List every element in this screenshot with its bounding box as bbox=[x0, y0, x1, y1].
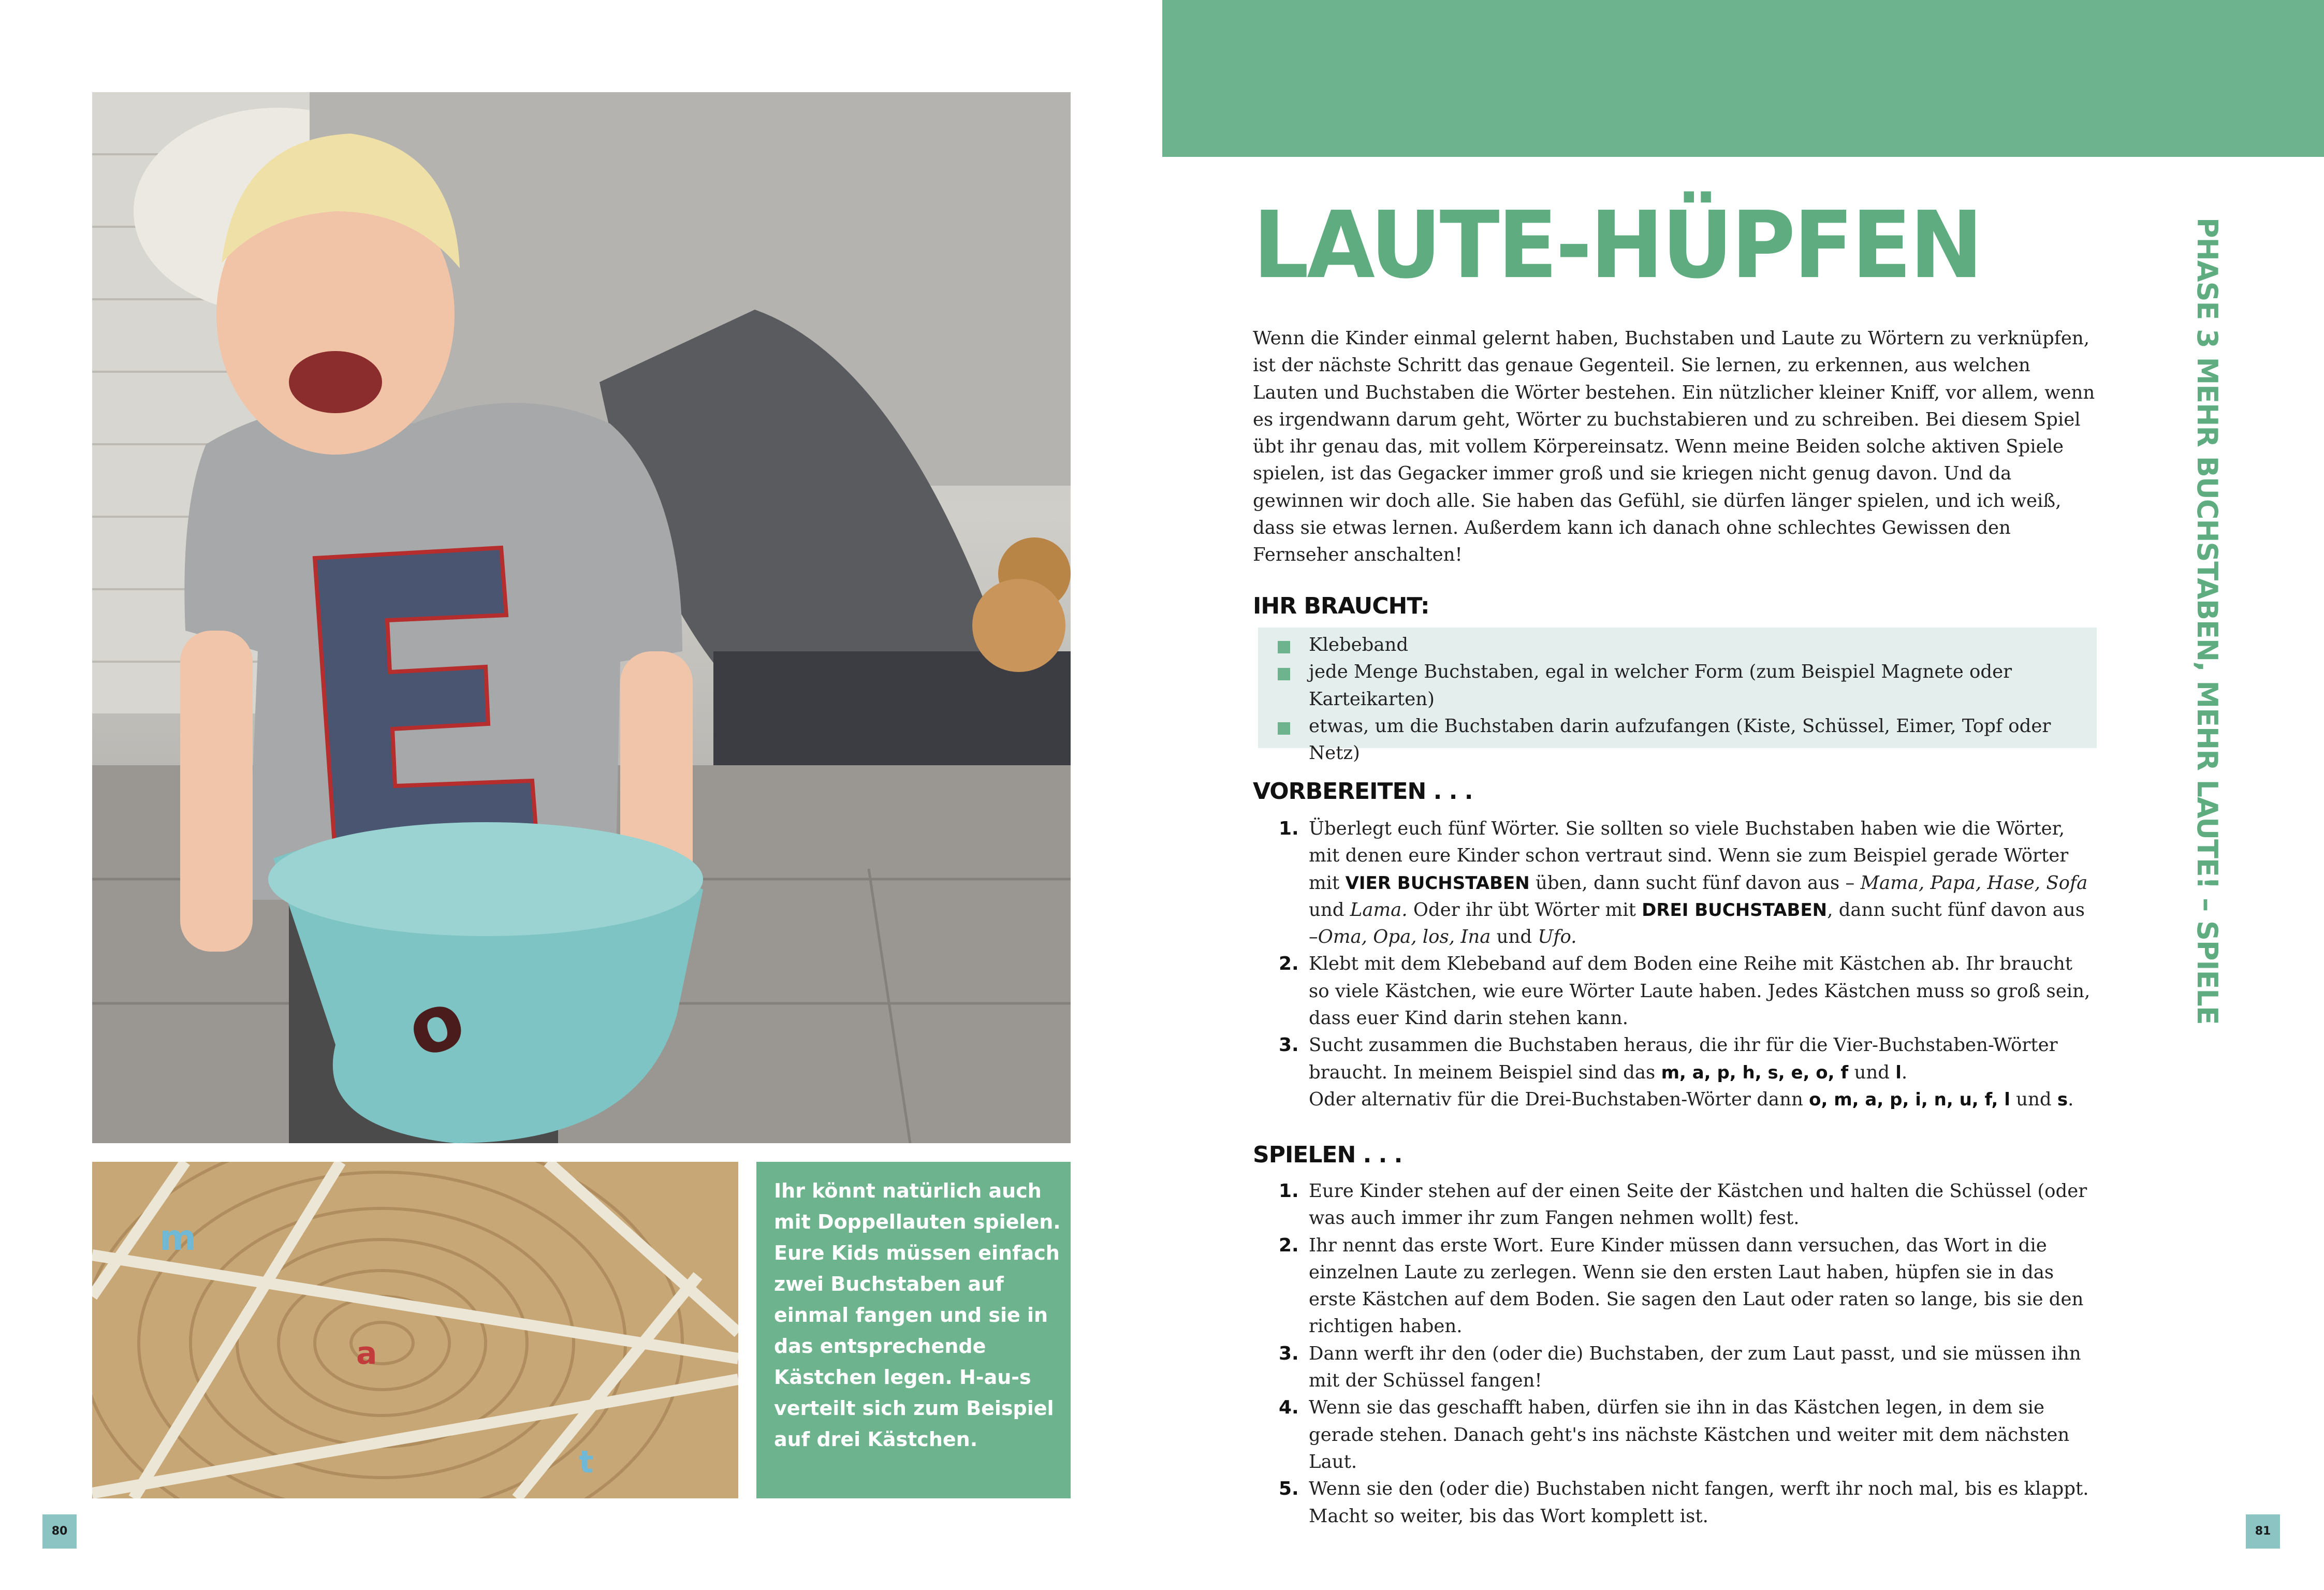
page-number-right: 81 bbox=[2246, 1514, 2280, 1549]
play-step: 2. Ihr nennt das erste Wort. Eure Kinder müssen dann versuchen, das Wort in die einzelnen Laute zu zerlegen. Wenn sie den ersten Laut haben, hüpfen sie in das erste Kästchen auf dem Boden. Sie sagen den Laut oder raten so lange, bis sie den richtigen haben. bbox=[1279, 1234, 2084, 1337]
play-step: 3. Dann werft ihr den (oder die) Buchstaben, der zum Laut passt, und sie müssen ihn mit der Schüssel fangen! bbox=[1279, 1343, 2081, 1392]
play-heading: SPIELEN . . . bbox=[1253, 1142, 1402, 1168]
floor-letter-a: a bbox=[356, 1335, 377, 1372]
intro-text: Wenn die Kinder einmal gelernt haben, Buchstaben und Laute zu Wörtern zu verknüpfen, ist der nächste Schritt das genaue Gegenteil. Sie lernen, zu erkennen, aus welchen Lauten und Buchstaben die Wörter bestehen. Ein nützlicher kleiner Kniff, vor allem, wenn es irgendwann darum geht, Wörter zu buchstabieren und zu schreiben. Bei diesem Spiel übt ihr genau das, mit vollem Körpereinsatz. Wenn meine Beiden solche aktiven Spiele spielen, ist das Gegacker immer groß und sie kriegen nicht genug davon. Und da gewinnen wir doch alle. Sie haben das Gefühl, sie dürfen länger spielen, und ich weiß, dass sie etwas lernen. Außerdem kann ich danach ohne schlechtes Gewissen den Fernseher anschalten! bbox=[1253, 328, 2095, 566]
photo-floor-grid bbox=[92, 1162, 738, 1498]
page-number-left: 80 bbox=[42, 1514, 77, 1549]
page-title: LAUTE-HÜPFEN bbox=[1253, 192, 1981, 300]
tip-text: Ihr könnt natürlich auch mit Doppellauten spielen. Eure Kids müssen einfach zwei Buchstaben auf einmal fangen und sie in das entsprechende Kästchen legen. H-au-s verteilt sich zum Beispiel auf drei Kästchen. bbox=[774, 1179, 1061, 1451]
bullet-square-icon bbox=[1278, 641, 1290, 653]
photo-boy-with-bowl bbox=[92, 92, 1071, 1143]
intro-paragraph bbox=[1253, 325, 2097, 569]
bullet-square-icon bbox=[1278, 668, 1290, 680]
header-band bbox=[1162, 0, 2324, 157]
prep-step: 3. Sucht zusammen die Buchstaben heraus, die ihr für die Vier-Buchstaben-Wörter braucht. In meinem Beispiel sind das m, a, p, h, s, e, o, f und l. Oder alternativ für die Drei-Buchstaben-Wörter dann o, m, a, p, i, n, u, f, l und s. bbox=[1279, 1034, 2074, 1110]
side-tab-text: PHASE 3 MEHR BUCHSTABEN, MEHR LAUTE! – SPIELE bbox=[2191, 217, 2224, 1025]
need-item: jede Menge Buchstaben, egal in welcher Form (zum Beispiel Magnete oder Karteikarten) bbox=[1278, 659, 2085, 713]
need-item: etwas, um die Buchstaben darin aufzufangen (Kiste, Schüssel, Eimer, Topf oder Netz) bbox=[1278, 713, 2085, 767]
need-item: Klebeband bbox=[1278, 632, 2085, 659]
play-steps bbox=[1253, 1178, 2097, 1530]
photo-boy-illustration bbox=[92, 92, 1071, 1143]
floor-letter-m: m bbox=[159, 1218, 196, 1259]
bullet-square-icon bbox=[1278, 722, 1290, 735]
prep-step: 2. Klebt mit dem Klebeband auf dem Boden eine Reihe mit Kästchen ab. Ihr braucht so viele Kästchen, wie eure Wörter Laute haben. Jedes Kästchen muss so groß sein, dass euer Kind darin stehen kann. bbox=[1279, 953, 2091, 1029]
photo-floor-illustration bbox=[92, 1162, 738, 1498]
need-heading: IHR BRAUCHT: bbox=[1253, 593, 1429, 619]
shirt-letter-text: E bbox=[413, 725, 417, 731]
prep-step: 1. Überlegt euch fünf Wörter. Sie sollten so viele Buchstaben haben wie die Wörter, mit denen eure Kinder schon vertraut sind. Wenn sie zum Beispiel gerade Wörter mit VIER BUCHSTABEN üben, dann sucht fünf davon aus – Mama, Papa, Hase, Sofa und Lama. Oder ihr übt Wörter mit DREI BUCHSTABEN, dann sucht fünf davon aus –Oma, Opa, los, Ina und Ufo. bbox=[1279, 818, 2088, 948]
svg-text:o: o bbox=[395, 973, 476, 1076]
prep-heading: VORBEREITEN . . . bbox=[1253, 778, 1473, 805]
floor-letter-t: t bbox=[579, 1444, 594, 1480]
prep-steps bbox=[1253, 815, 2097, 1113]
play-step: 4. Wenn sie das geschafft haben, dürfen sie ihn in das Kästchen legen, in dem sie gerade stehen. Danach geht's ins nächste Kästchen und weiter mit dem nächsten Laut. bbox=[1279, 1397, 2070, 1472]
need-list bbox=[1278, 632, 2085, 767]
play-step: 5. Wenn sie den (oder die) Buchstaben nicht fangen, werft ihr noch mal, bis es klappt. Macht so weiter, bis das Wort komplett ist. bbox=[1279, 1478, 2089, 1527]
play-step: 1. Eure Kinder stehen auf der einen Seite der Kästchen und halten die Schüssel (oder was auch immer ihr zum Fangen nehmen wollt) fest. bbox=[1279, 1180, 2087, 1229]
